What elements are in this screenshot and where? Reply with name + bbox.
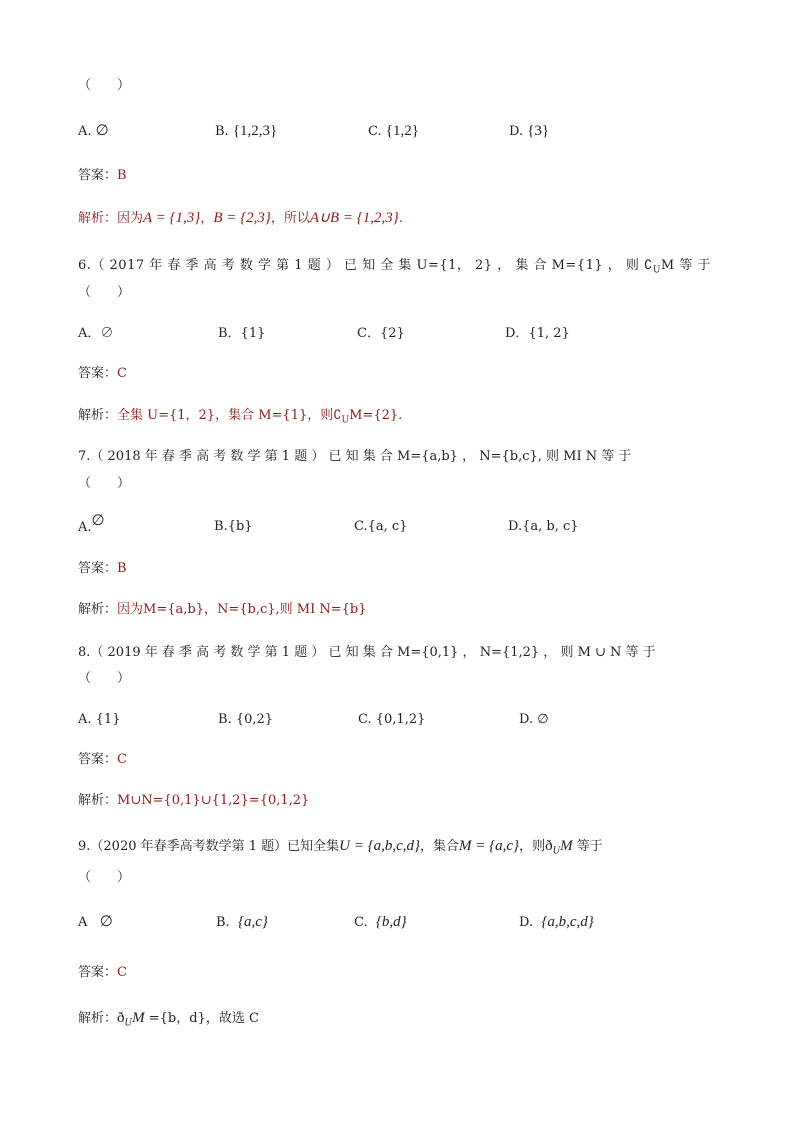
q8-stem: 8.（ 2019 年 春 季 高 考 数 学 第 1 题 ） 已 知 集 合 M={0,1} ， N={1,2} ， 则 M ∪ N 等 于: [78, 645, 656, 660]
q6-option-b[interactable]: B．{1}: [218, 326, 266, 341]
q5-option-a[interactable]: A. ∅: [78, 123, 109, 139]
q9-option-a[interactable]: A ∅: [78, 914, 113, 930]
q5-answer-value: B: [117, 168, 127, 183]
q9-analysis: 解析：$ð_UM =\{b$，d}，故选 C: [78, 1010, 259, 1029]
q5-analysis: 解析：因为A = {1,3}，B = {2,3}，所以A∪B = {1,2,3}.: [78, 210, 403, 226]
q5-option-b[interactable]: B. {1,2,3}: [215, 123, 278, 139]
q6-paren: （ ）: [78, 285, 131, 300]
q9-stem: 9.（2020 年春季高考数学第 1 题）已知全集U = {a,b,c,d}，集合M = {a,c}，则$ð_UM$ 等于: [78, 838, 603, 857]
q9-answer-value: C: [117, 965, 127, 980]
complement-icon: ð: [117, 1010, 125, 1026]
q8-option-c[interactable]: C. {0,1,2}: [358, 712, 426, 727]
q6-option-c[interactable]: C．{2}: [357, 326, 405, 341]
q5-options: [0, 122, 794, 142]
q8-options: [0, 711, 794, 731]
q7-option-b[interactable]: B.{b}: [214, 519, 253, 534]
q8-answer-value: C: [117, 752, 127, 767]
q8-option-b[interactable]: B. {0,2}: [218, 712, 274, 727]
q9-paren: （ ）: [78, 870, 131, 885]
q6-option-a[interactable]: A．∅: [78, 326, 114, 341]
q8-answer: 答案：C: [78, 752, 127, 767]
q5-answer: 答案：B: [78, 168, 127, 183]
q8-option-a[interactable]: A. {1}: [78, 712, 121, 727]
q6-option-d[interactable]: D．{1, 2}: [505, 326, 570, 341]
q9-option-c[interactable]: C. {b,d}: [354, 914, 407, 930]
complement-icon: ð: [545, 838, 553, 854]
complement-icon: ∁: [644, 258, 653, 273]
q6-analysis: 解析：全集 U={1，2}，集合 M={1}，则$∁_UM=\{2\}$.: [78, 408, 403, 426]
q9-option-d[interactable]: D. {a,b,c,d}: [519, 914, 594, 930]
q7-option-a[interactable]: A.∅: [78, 513, 105, 535]
q6-answer: 答案：C: [78, 366, 127, 381]
q9-set-m: M = {a,c}: [459, 838, 520, 854]
q8-paren: （ ）: [78, 671, 131, 686]
q5-option-c[interactable]: C. {1,2}: [368, 123, 419, 139]
q8-analysis: 解析：M∪N={0,1}∪{1,2}={0,1,2}: [78, 793, 310, 808]
q7-analysis: 解析：因为M={a,b}，N={b,c},则 MI N={b}: [78, 602, 367, 617]
q7-paren: （ ）: [78, 476, 131, 491]
q7-option-c[interactable]: C.{a, c}: [354, 519, 408, 534]
q5-paren: （ ）: [78, 78, 131, 93]
q9-option-b[interactable]: B. {a,c}: [216, 914, 268, 930]
q9-options: [0, 913, 794, 933]
q7-answer-value: B: [117, 561, 127, 576]
q9-answer: 答案：C: [78, 965, 127, 980]
q6-stem: 6.（ 2017 年 春 季 高 考 数 学 第 1 题 ） 已 知 全 集 U={1， 2} ， 集 合 M={1} ， 则 $∁_UM$ 等 于: [78, 258, 711, 276]
q9-universal-set: U = {a,b,c,d}: [339, 838, 421, 854]
q7-option-d[interactable]: D.{a, b, c}: [508, 519, 579, 534]
q6-answer-value: C: [117, 366, 127, 381]
q7-answer: 答案：B: [78, 561, 127, 576]
q7-stem: 7.（ 2018 年 春 季 高 考 数 学 第 1 题 ） 已 知 集 合 M={a,b} ， N={b,c}, 则 MI N 等 于: [78, 449, 632, 464]
q8-option-d[interactable]: D. ∅: [519, 712, 549, 727]
q7-options: [0, 513, 794, 538]
complement-icon: ∁: [333, 408, 342, 423]
q5-option-d[interactable]: D. {3}: [509, 123, 550, 139]
q6-options: [0, 325, 794, 345]
